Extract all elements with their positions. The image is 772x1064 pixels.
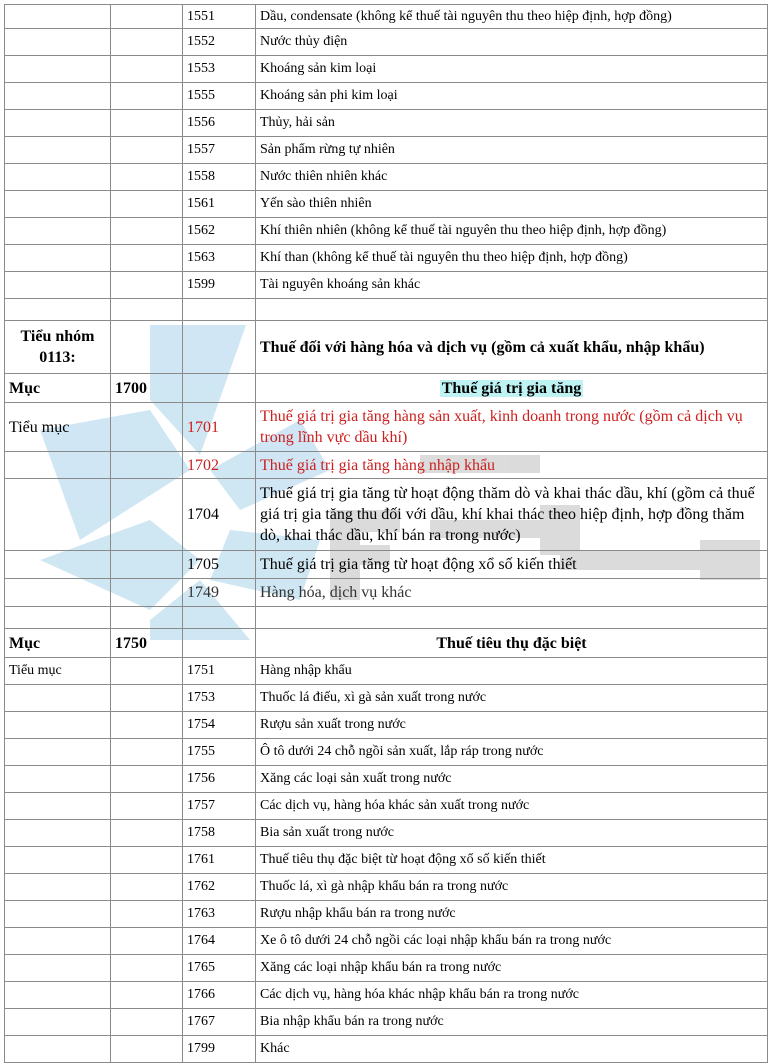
description-cell: Hàng nhập khẩu bbox=[256, 658, 768, 685]
table-cell bbox=[111, 137, 183, 164]
table-cell bbox=[111, 551, 183, 579]
table-cell bbox=[111, 982, 183, 1009]
table-row bbox=[5, 272, 768, 299]
table-cell bbox=[5, 901, 111, 928]
description-cell: Thuốc lá điếu, xì gà sản xuất trong nước bbox=[256, 685, 768, 712]
code-cell: 1765 bbox=[183, 955, 256, 982]
code-cell: 1799 bbox=[183, 1036, 256, 1063]
table-cell bbox=[111, 901, 183, 928]
table-cell bbox=[5, 874, 111, 901]
description-cell: Xăng các loại nhập khẩu bán ra trong nước bbox=[256, 955, 768, 982]
table-row bbox=[5, 579, 768, 607]
table-row bbox=[5, 928, 768, 955]
table-cell bbox=[111, 928, 183, 955]
table-cell bbox=[111, 955, 183, 982]
table-row bbox=[5, 739, 768, 766]
table-row bbox=[5, 982, 768, 1009]
table-cell bbox=[111, 218, 183, 245]
table-cell bbox=[5, 793, 111, 820]
table-row bbox=[5, 658, 768, 685]
code-cell: 1557 bbox=[183, 137, 256, 164]
code-cell: 1749 bbox=[183, 579, 256, 607]
table-row bbox=[5, 218, 768, 245]
code-cell: 1758 bbox=[183, 820, 256, 847]
table-cell bbox=[111, 403, 183, 452]
table-row bbox=[5, 479, 768, 551]
description-cell: Khác bbox=[256, 1036, 768, 1063]
table-row bbox=[5, 766, 768, 793]
code-cell: 1764 bbox=[183, 928, 256, 955]
code-cell: 1599 bbox=[183, 272, 256, 299]
description-cell: Khoáng sản phi kim loại bbox=[256, 83, 768, 110]
code-cell: 1754 bbox=[183, 712, 256, 739]
table-cell bbox=[111, 83, 183, 110]
table-cell bbox=[111, 110, 183, 137]
table-row bbox=[5, 245, 768, 272]
code-cell: 1757 bbox=[183, 793, 256, 820]
table-cell bbox=[111, 793, 183, 820]
code-cell: 1704 bbox=[183, 479, 256, 551]
muc-label: Mục bbox=[5, 374, 111, 403]
table-cell bbox=[111, 56, 183, 83]
table-cell bbox=[5, 479, 111, 551]
code-cell: 1763 bbox=[183, 901, 256, 928]
description-cell: Sản phẩm rừng tự nhiên bbox=[256, 137, 768, 164]
code-cell: 1767 bbox=[183, 1009, 256, 1036]
table-row bbox=[5, 712, 768, 739]
table-cell bbox=[111, 739, 183, 766]
table-cell bbox=[5, 5, 111, 29]
code-cell: 1762 bbox=[183, 874, 256, 901]
table-cell bbox=[111, 766, 183, 793]
description-cell: Thuế tiêu thụ đặc biệt từ hoạt động xổ số kiến thiết bbox=[256, 847, 768, 874]
description-cell: Thuế giá trị gia tăng hàng nhập khẩu bbox=[256, 452, 768, 479]
code-cell: 1553 bbox=[183, 56, 256, 83]
table-cell bbox=[5, 955, 111, 982]
table-row bbox=[5, 83, 768, 110]
table-row bbox=[5, 901, 768, 928]
table-cell bbox=[5, 685, 111, 712]
table-cell bbox=[5, 982, 111, 1009]
description-cell: Bia nhập khẩu bán ra trong nước bbox=[256, 1009, 768, 1036]
table-row bbox=[5, 452, 768, 479]
code-cell: 1701 bbox=[183, 403, 256, 452]
code-cell: 1756 bbox=[183, 766, 256, 793]
table-row bbox=[5, 137, 768, 164]
description-cell: Rượu sản xuất trong nước bbox=[256, 712, 768, 739]
table-cell bbox=[111, 847, 183, 874]
code-cell: 1705 bbox=[183, 551, 256, 579]
description-cell: Khí than (không kể thuế tài nguyên thu theo hiệp định, hợp đồng) bbox=[256, 245, 768, 272]
table-cell bbox=[5, 245, 111, 272]
table-row bbox=[5, 5, 768, 29]
group-title: Thuế đối với hàng hóa và dịch vụ (gồm cả xuất khẩu, nhập khẩu) bbox=[256, 321, 768, 374]
table-cell bbox=[111, 685, 183, 712]
code-cell: 1558 bbox=[183, 164, 256, 191]
muc-code: 1700 bbox=[111, 374, 183, 403]
description-cell: Hàng hóa, dịch vụ khác bbox=[256, 579, 768, 607]
spacer-row bbox=[5, 607, 768, 629]
description-cell: Khoáng sản kim loại bbox=[256, 56, 768, 83]
table-cell bbox=[111, 579, 183, 607]
description-cell: Dầu, condensate (không kể thuế tài nguyên thu theo hiệp định, hợp đồng) bbox=[256, 5, 768, 29]
table-cell bbox=[111, 245, 183, 272]
table-cell bbox=[5, 928, 111, 955]
table-row bbox=[5, 793, 768, 820]
table-row bbox=[5, 955, 768, 982]
budget-code-table bbox=[4, 4, 768, 1063]
table-cell bbox=[5, 1009, 111, 1036]
table-cell bbox=[5, 83, 111, 110]
table-row bbox=[5, 56, 768, 83]
code-cell: 1702 bbox=[183, 452, 256, 479]
description-cell: Tài nguyên khoáng sản khác bbox=[256, 272, 768, 299]
description-cell: Nước thiên nhiên khác bbox=[256, 164, 768, 191]
code-cell: 1562 bbox=[183, 218, 256, 245]
table-row bbox=[5, 403, 768, 452]
table-row bbox=[5, 29, 768, 56]
section-1750-header bbox=[5, 629, 768, 658]
table-cell bbox=[111, 5, 183, 29]
table-row bbox=[5, 874, 768, 901]
table-cell bbox=[5, 110, 111, 137]
table-row bbox=[5, 685, 768, 712]
section-title-excise: Thuế tiêu thụ đặc biệt bbox=[256, 629, 768, 658]
table-cell bbox=[5, 847, 111, 874]
description-cell: Thuế giá trị gia tăng từ hoạt động thăm dò và khai thác dầu, khí (gồm cả thuế giá trị gia tăng thu đối với dầu, khí khai thác theo hiệp định, hợp đồng thăm dò, khai thác dầu, khí bán ra trong nước) bbox=[256, 479, 768, 551]
sub-label: Tiểu mục bbox=[5, 658, 111, 685]
table-row bbox=[5, 847, 768, 874]
description-cell: Các dịch vụ, hàng hóa khác sản xuất trong nước bbox=[256, 793, 768, 820]
table-row bbox=[5, 1009, 768, 1036]
description-cell: Rượu nhập khẩu bán ra trong nước bbox=[256, 901, 768, 928]
description-cell: Bia sản xuất trong nước bbox=[256, 820, 768, 847]
table-cell bbox=[5, 29, 111, 56]
table-cell bbox=[111, 452, 183, 479]
table-cell bbox=[5, 712, 111, 739]
code-cell: 1761 bbox=[183, 847, 256, 874]
section-title-vat: Thuế giá trị gia tăng bbox=[441, 379, 582, 397]
table-cell bbox=[5, 579, 111, 607]
code-cell: 1551 bbox=[183, 5, 256, 29]
table-cell bbox=[5, 137, 111, 164]
description-cell: Yến sào thiên nhiên bbox=[256, 191, 768, 218]
table-cell bbox=[111, 1009, 183, 1036]
description-cell: Các dịch vụ, hàng hóa khác nhập khẩu bán ra trong nước bbox=[256, 982, 768, 1009]
muc-label: Mục bbox=[5, 629, 111, 658]
section-1750 bbox=[5, 607, 768, 658]
code-cell: 1755 bbox=[183, 739, 256, 766]
table-row bbox=[5, 110, 768, 137]
code-cell: 1561 bbox=[183, 191, 256, 218]
vat-rows bbox=[5, 403, 768, 607]
table-cell bbox=[111, 191, 183, 218]
excise-rows bbox=[5, 658, 768, 1063]
code-cell: 1751 bbox=[183, 658, 256, 685]
table-cell bbox=[111, 479, 183, 551]
section-1700-header bbox=[5, 374, 768, 403]
table-cell bbox=[5, 56, 111, 83]
description-cell: Thuế giá trị gia tăng từ hoạt động xổ số kiến thiết bbox=[256, 551, 768, 579]
description-cell: Thuốc lá, xì gà nhập khẩu bán ra trong nước bbox=[256, 874, 768, 901]
code-cell: 1563 bbox=[183, 245, 256, 272]
code-cell: 1753 bbox=[183, 685, 256, 712]
table-cell bbox=[5, 191, 111, 218]
sub-label: Tiểu mục bbox=[5, 403, 111, 452]
table-row bbox=[5, 1036, 768, 1063]
table-cell bbox=[5, 739, 111, 766]
table-cell bbox=[5, 272, 111, 299]
description-cell: Xe ô tô dưới 24 chỗ ngồi các loại nhập khẩu bán ra trong nước bbox=[256, 928, 768, 955]
code-cell: 1556 bbox=[183, 110, 256, 137]
table-cell bbox=[5, 766, 111, 793]
table-cell bbox=[111, 874, 183, 901]
group-label: Tiểu nhóm 0113: bbox=[5, 321, 111, 374]
description-cell: Khí thiên nhiên (không kể thuế tài nguyên thu theo hiệp định, hợp đồng) bbox=[256, 218, 768, 245]
table-row bbox=[5, 164, 768, 191]
description-cell: Nước thủy điện bbox=[256, 29, 768, 56]
spacer-row bbox=[5, 299, 768, 321]
table-row bbox=[5, 551, 768, 579]
table-cell bbox=[5, 1036, 111, 1063]
table-cell bbox=[111, 712, 183, 739]
code-cell: 1552 bbox=[183, 29, 256, 56]
table-cell bbox=[5, 164, 111, 191]
table-cell bbox=[111, 1036, 183, 1063]
description-cell: Ô tô dưới 24 chỗ ngồi sản xuất, lắp ráp trong nước bbox=[256, 739, 768, 766]
table-cell bbox=[111, 164, 183, 191]
table-cell bbox=[111, 658, 183, 685]
tax-resource-rows bbox=[5, 5, 768, 299]
code-cell: 1555 bbox=[183, 83, 256, 110]
description-cell: Xăng các loại sản xuất trong nước bbox=[256, 766, 768, 793]
description-cell: Thuế giá trị gia tăng hàng sản xuất, kinh doanh trong nước (gồm cả dịch vụ trong lĩnh vực dầu khí) bbox=[256, 403, 768, 452]
table-cell bbox=[111, 272, 183, 299]
table-row bbox=[5, 820, 768, 847]
code-cell: 1766 bbox=[183, 982, 256, 1009]
table-cell bbox=[5, 452, 111, 479]
group-row bbox=[5, 321, 768, 374]
table-row bbox=[5, 191, 768, 218]
table-cell bbox=[5, 820, 111, 847]
table-cell bbox=[111, 29, 183, 56]
muc-code: 1750 bbox=[111, 629, 183, 658]
description-cell: Thủy, hải sản bbox=[256, 110, 768, 137]
table-cell bbox=[5, 551, 111, 579]
group-0113 bbox=[5, 299, 768, 403]
table-cell bbox=[111, 820, 183, 847]
table-cell bbox=[5, 218, 111, 245]
